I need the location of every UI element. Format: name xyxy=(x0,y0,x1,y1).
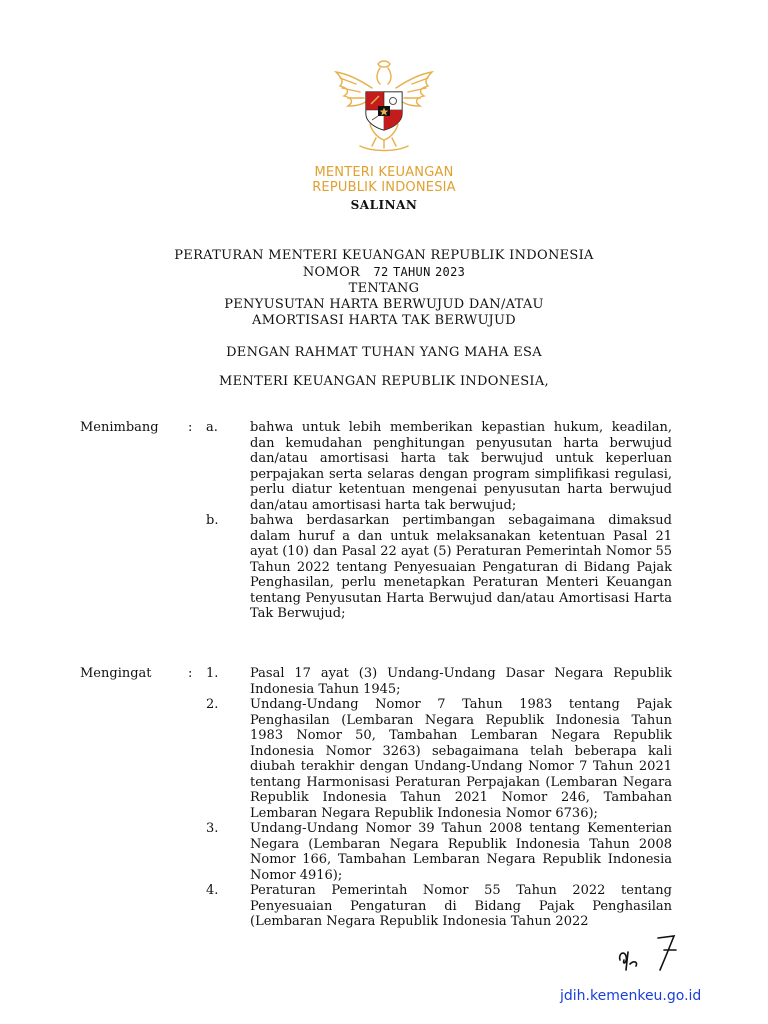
jdih-link[interactable]: jdih.kemenkeu.go.id xyxy=(560,988,702,1004)
mengingat-section xyxy=(80,666,672,930)
item-label: 2. xyxy=(206,697,219,712)
issuer: MENTERI KEUANGAN REPUBLIK INDONESIA, xyxy=(219,374,549,389)
list-item xyxy=(80,883,672,930)
item-text: Undang-Undang Nomor 7 Tahun 1983 tentang Pajak Penghasilan (Lembaran Negara Republik Indonesia Tahun 1983 Nomor 50, Tambahan Lembaran Negara Republik Indonesia Nomor 3263) sebagaimana telah beberapa kali diubah terakhir dengan Undang-Undang Nomor 7 Tahun 2021 tentang Harmonisasi Peraturan Perpajakan (Lembaran Negara Republik Indonesia Tahun 2021 Nomor 246, Tambahan Lembaran Negara Republik Indonesia Nomor 6736); xyxy=(250,697,672,821)
nomor-line xyxy=(0,264,768,281)
list-item xyxy=(80,697,672,821)
title-line-1: PERATURAN MENTERI KEUANGAN REPUBLIK INDONESIA xyxy=(174,248,594,263)
list-item xyxy=(80,420,672,513)
invocation: DENGAN RAHMAT TUHAN YANG MAHA ESA xyxy=(226,345,542,360)
nomor-prefix: NOMOR xyxy=(302,265,361,280)
nomor-value: 72 xyxy=(373,265,389,279)
initial-signature xyxy=(614,930,686,976)
list-item xyxy=(80,666,672,697)
tentang-line: TENTANG xyxy=(348,281,420,296)
list-item xyxy=(80,821,672,883)
menimbang-colon: : xyxy=(188,420,193,435)
mengingat-colon: : xyxy=(188,666,193,681)
list-item xyxy=(80,513,672,622)
item-label: 4. xyxy=(206,883,219,898)
menimbang-section xyxy=(80,420,672,622)
item-label: a. xyxy=(206,420,218,435)
copy-label: SALINAN xyxy=(350,198,418,212)
agency-name xyxy=(300,165,468,195)
item-text: bahwa berdasarkan pertimbangan sebagaimana dimaksud dalam huruf a dan untuk melaksanakan ketentuan Pasal 21 ayat (10) dan Pasal 22 ayat (5) Peraturan Pemerintah Nomor 55 Tahun 2022 tentang Penyesuaian Pengaturan di Bidang Pajak Penghasilan, perlu menetapkan Peraturan Menteri Keuangan tentang Penyusutan Harta Berwujud dan/atau Amortisasi Harta Tak Berwujud; xyxy=(250,513,672,621)
menimbang-heading: Menimbang xyxy=(80,420,159,435)
item-label: 3. xyxy=(206,821,219,836)
item-label: 1. xyxy=(206,666,219,681)
tahun-label: TAHUN xyxy=(392,265,431,279)
item-text: Undang-Undang Nomor 39 Tahun 2008 tentang Kementerian Negara (Lembaran Negara Republik Indonesia Tahun 2008 Nomor 166, Tambahan Lembaran Negara Republik Indonesia Nomor 4916); xyxy=(250,821,672,883)
agency-line-1: MENTERI KEUANGAN xyxy=(314,165,454,180)
mengingat-heading: Mengingat xyxy=(80,666,152,681)
agency-line-2: REPUBLIK INDONESIA xyxy=(312,180,456,195)
item-label: b. xyxy=(206,513,219,528)
subject-line-1: PENYUSUTAN HARTA BERWUJUD DAN/ATAU xyxy=(224,297,544,312)
item-text: Peraturan Pemerintah Nomor 55 Tahun 2022 tentang Penyesuaian Pengaturan di Bidang Pajak Penghasilan (Lembaran Negara Republik Indonesia Tahun 2022 xyxy=(250,883,672,929)
tahun-value: 2023 xyxy=(435,265,466,279)
garuda-emblem xyxy=(326,58,442,158)
subject-line-2: AMORTISASI HARTA TAK BERWUJUD xyxy=(252,313,516,328)
item-text: Pasal 17 ayat (3) Undang-Undang Dasar Negara Republik Indonesia Tahun 1945; xyxy=(250,666,672,697)
regulation-title xyxy=(0,248,768,390)
item-text: bahwa untuk lebih memberikan kepastian hukum, keadilan, dan kemudahan penghitungan penyusutan harta berwujud dan/atau amortisasi harta tak berwujud untuk keperluan perpajakan serta selaras dengan program simplifikasi regulasi, perlu diatur ketentuan mengenai penyusutan harta berwujud dan/atau amortisasi harta tak berwujud; xyxy=(250,420,672,513)
